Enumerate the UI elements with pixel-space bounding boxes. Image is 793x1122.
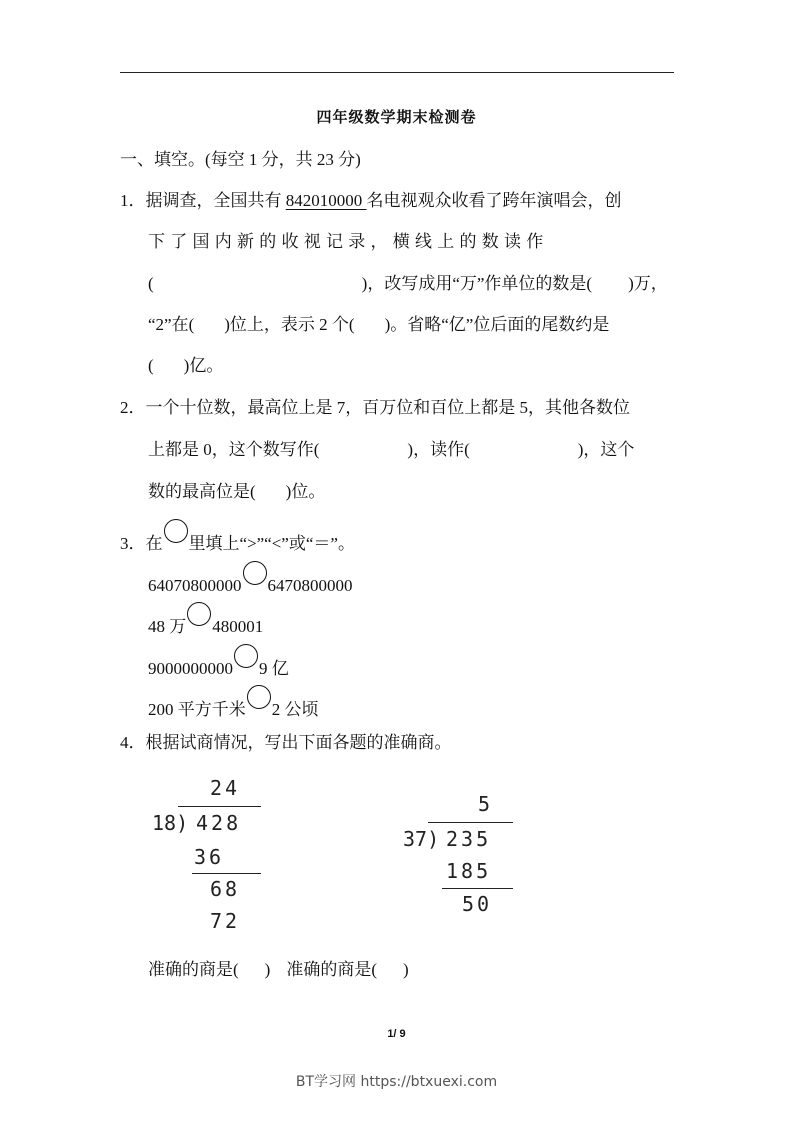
div2-step1: 185 [446, 859, 492, 883]
q1-line-3: ( )，改写成用“万”作单位的数是( )万， [148, 274, 668, 293]
compare-circle-4[interactable] [247, 685, 271, 709]
div1-step3: 72 [210, 909, 241, 933]
underlined-number: 842010000 [285, 191, 367, 210]
compare-circle-1[interactable] [243, 561, 267, 585]
q3-item-2: 48 万 480001 [148, 610, 263, 637]
header-rule [120, 72, 674, 73]
div2-bar [428, 822, 513, 823]
compare-circle-3[interactable] [234, 644, 258, 668]
div2-quotient: 5 [478, 792, 494, 816]
compare-circle-2[interactable] [187, 602, 211, 626]
q2-line-3: 数的最高位是( )位。 [148, 482, 326, 501]
page-title: 四年级数学期末检测卷 [316, 108, 477, 126]
q1-number: 1． [120, 191, 146, 210]
q2-line-2: 上都是 0，这个数写作( )，读作( )，这个 [148, 440, 635, 459]
div1-step2: 68 [210, 877, 241, 901]
div1-divisor: 18) [152, 811, 189, 835]
q1-line-1: 1．据调查，全国共有 842010000 名电视观众收看了跨年演唱会，创 [120, 191, 622, 210]
q1-line-5: ( )亿。 [148, 356, 224, 375]
div1-step1: 36 [194, 845, 225, 869]
div1-dividend: 428 [196, 811, 242, 835]
div1-bar [178, 806, 261, 807]
div2-subtract-line [442, 888, 513, 889]
watermark-footer: BT学习网 https://btxuexi.com [295, 1074, 498, 1090]
q2-number: 2． [120, 398, 146, 417]
q3-item-1: 64070800000 6470800000 [148, 569, 353, 596]
circle-icon [164, 519, 188, 543]
q4-number: 4． [120, 733, 146, 752]
page-number: 1/ 9 [387, 1028, 406, 1040]
q3-intro: 3．在 里填上“>”“<”或“＝”。 [120, 527, 355, 554]
q1-line-2: 下 了 国 内 新 的 收 视 记 录 ， 横 线 上 的 数 读 作 [148, 232, 544, 251]
div2-divisor: 37) [403, 827, 440, 851]
q3-item-4: 200 平方千米 2 公顷 [148, 693, 319, 720]
div1-quotient: 24 [210, 776, 241, 800]
q3-item-3: 9000000000 9 亿 [148, 652, 289, 679]
q1-line-4: “2”在( )位上，表示 2 个( )。省略“亿”位后面的尾数约是 [148, 315, 610, 334]
div2-dividend: 235 [446, 827, 492, 851]
q3-number: 3． [120, 534, 146, 553]
div1-subtract-line [192, 873, 261, 874]
div2-step2: 50 [462, 892, 493, 916]
q2-line-1: 2．一个十位数，最高位上是 7，百万位和百位上都是 5，其他各数位 [120, 398, 630, 417]
section-heading: 一、填空。(每空 1 分，共 23 分) [120, 150, 361, 169]
q4-intro: 4．根据试商情况，写出下面各题的准确商。 [120, 733, 452, 752]
q4-answers: 准确的商是( ) 准确的商是( ) [148, 960, 409, 979]
